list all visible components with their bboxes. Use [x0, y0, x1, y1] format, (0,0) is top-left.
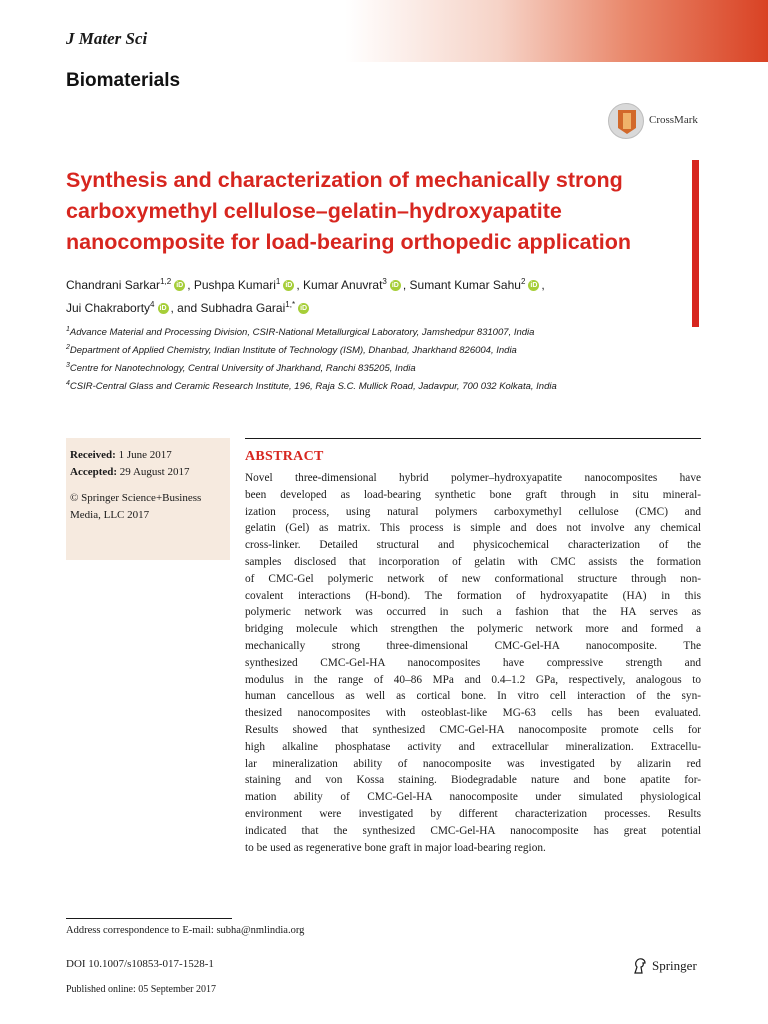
abstract-line: environment were investigated by different characterization processes. Results [245, 807, 701, 820]
title-line: nanocomposite for load-bearing orthopedic application [66, 230, 632, 254]
title-accent-bar [692, 160, 699, 265]
title-line: Synthesis and characterization of mechanically strong [66, 168, 623, 192]
footnote-divider [66, 918, 232, 919]
affiliation: $^1$Advance Material and Processing Division, CSIR-National Metallurgical Laboratory, Jamshedpur 831007, India [66, 326, 535, 339]
orcid-icon[interactable]: iD [176, 282, 184, 290]
abstract-line: samples disclosed that incorporation of gelatin with CMC assists the formation [245, 555, 701, 568]
received-date: Received: 1 June 2017 [70, 449, 172, 461]
orcid-icon[interactable]: iD [285, 282, 293, 290]
published-date: Published online: 05 September 2017 [66, 984, 216, 995]
doi[interactable]: DOI 10.1007/s10853-017-1528-1 [66, 958, 214, 970]
author-line: Jui Chakraborty$^4$ iD , and Subhadra Garai$^{1,*}$ iD [66, 300, 308, 315]
abstract-line: to be used as regenerative bone graft in major load-bearing region. [245, 841, 546, 854]
title-accent-bar-lower [692, 265, 699, 327]
crossmark-label: CrossMark [649, 114, 698, 126]
orcid-icon[interactable]: iD [159, 305, 167, 313]
affiliation: $^4$CSIR-Central Glass and Ceramic Research Institute, 196, Raja S.C. Mullick Road, Jadavpur, 700 032 Kolkata, India [66, 380, 557, 393]
abstract-line: of CMC-Gel polymeric network of new conformational structure through non- [245, 572, 701, 585]
abstract-line: covalent interactions (H-bond). The formation of hydroxyapatite (HA) in this [245, 589, 701, 602]
section-label: Biomaterials [66, 70, 181, 91]
springer-horse-icon [632, 957, 648, 974]
affiliation-list [66, 322, 686, 395]
crossmark-stripe [623, 113, 631, 129]
abstract-line: polymeric network was occurred in such a fashion that the HA serves as [245, 606, 701, 619]
author[interactable]: Jui Chakraborty$^4$ [66, 300, 155, 315]
abstract-line: Results showed that synthesized CMC-Gel-HA nanocomposite promote cells for [245, 723, 701, 736]
author[interactable]: Kumar Anuvrat$^3$ [303, 277, 387, 292]
title-line: carboxymethyl cellulose–gelatin–hydroxyapatite [66, 199, 562, 223]
correspondence-footnote: Address correspondence to E-mail: subha@nmlindia.org [66, 925, 305, 936]
affiliation: $^2$Department of Applied Chemistry, Indian Institute of Technology (ISM), Dhanbad, Jharkhand 826004, India [66, 344, 517, 357]
abstract-body [245, 470, 701, 856]
journal-name: J Mater Sci [66, 29, 148, 48]
abstract-line: mechanically strong three-dimensional CMC-Gel-HA nanocomposite. The [245, 639, 701, 652]
abstract-line: mation ability of CMC-Gel-HA nanocomposite under simulated physiological [245, 791, 701, 804]
article-history-box [66, 438, 230, 560]
abstract-divider [245, 438, 701, 439]
orcid-icon[interactable]: iD [530, 282, 538, 290]
abstract-line: human cancellous as well as cortical bone. In vitro cell interaction of the syn- [245, 690, 701, 703]
abstract-line: bridging molecule which strengthen the polymeric network more and formed a [245, 623, 701, 636]
abstract-line: high alkaline phosphatase activity and extracellular mineralization. Extracellu- [245, 740, 701, 753]
abstract-line: synthesized CMC-Gel-HA nanocomposites have compressive strength and [245, 656, 701, 669]
accepted-date: Accepted: 29 August 2017 [70, 465, 190, 478]
orcid-icon[interactable]: iD [391, 282, 399, 290]
abstract-line: indicated that the synthesized CMC-Gel-HA nanocomposite has great potential [245, 824, 701, 837]
abstract-line: staining and von Kossa staining. Biodegradable nature and bone apatite for- [245, 774, 701, 787]
abstract-line: Novel three-dimensional hybrid polymer–hydroxyapatite nanocomposites have [245, 472, 701, 484]
abstract-line: ization process, using natural polymers carboxymethyl cellulose (CMC) and [245, 505, 701, 518]
author-list [66, 272, 686, 318]
crossmark-badge[interactable] [608, 103, 708, 139]
orcid-icon[interactable]: iD [300, 305, 308, 313]
author[interactable]: Subhadra Garai$^{1,*}$ [200, 300, 296, 315]
author-line: Chandrani Sarkar$^{1,2}$ iD , Pushpa Kumari$^1$ iD , Kumar Anuvrat$^3$ iD , Sumant Kumar Sahu$^2$ iD , [66, 277, 545, 292]
copyright-notice: © Springer Science+Business Media, LLC 2017 [70, 492, 202, 521]
abstract-line: been developed as load-bearing synthetic bone graft through in situ mineral- [245, 488, 701, 501]
abstract-line: gelatin (Gel) as matrix. This process is simple and does not involve any chemical [245, 522, 701, 535]
author[interactable]: Pushpa Kumari$^1$ [193, 277, 281, 292]
author[interactable]: Chandrani Sarkar$^{1,2}$ [66, 277, 172, 292]
abstract-line: modulus in the range of 40–86 MPa and 0.4–1.2 GPa, respectively, analogous to [245, 673, 701, 686]
abstract-heading: ABSTRACT [245, 449, 324, 464]
author[interactable]: Sumant Kumar Sahu$^2$ [409, 277, 526, 292]
abstract-line: lar mineralization ability of nanocomposite was investigated by alizarin red [245, 757, 701, 770]
affiliation: $^3$Centre for Nanotechnology, Central University of Jharkhand, Ranchi 835205, India [66, 362, 416, 375]
abstract-line: thesized nanocomposites with osteoblast-like MG-63 cells has been evaluated. [245, 707, 701, 720]
abstract-line: cross-linker. Detailed structural and physicochemical characterization of the [245, 539, 701, 552]
article-title [66, 165, 686, 258]
crossmark-icon [608, 103, 644, 139]
